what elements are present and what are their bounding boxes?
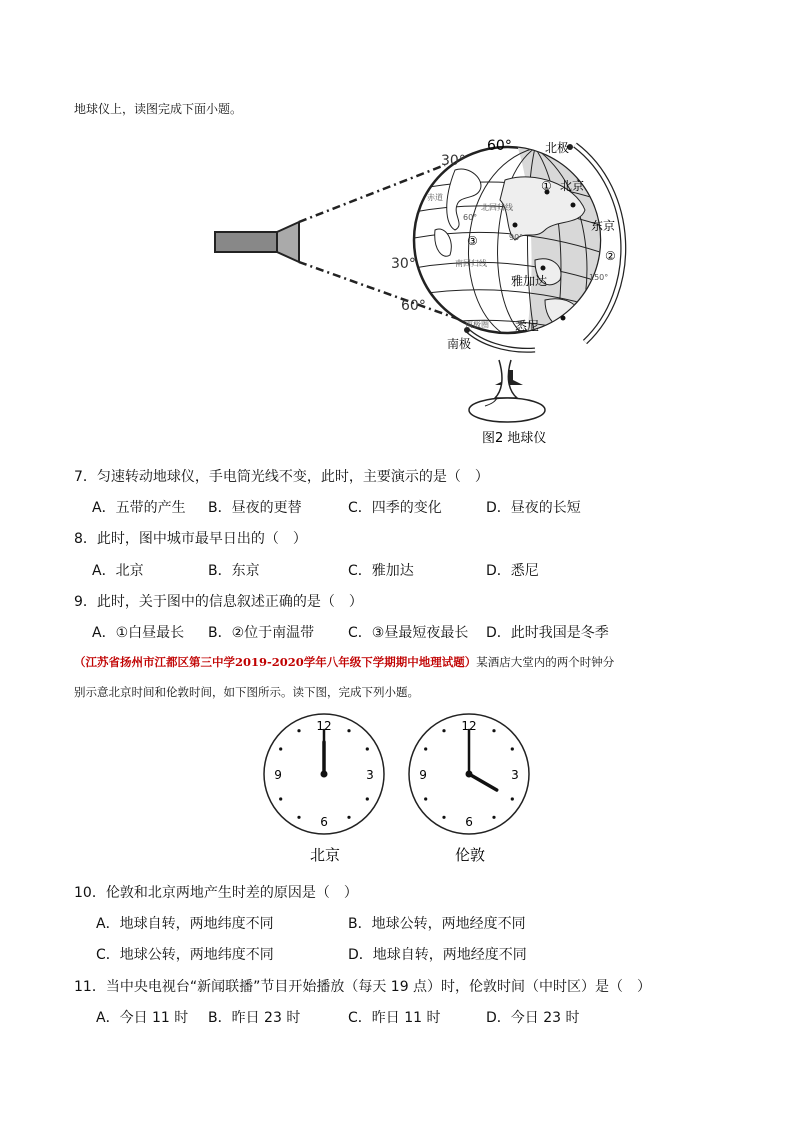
q9-num: 9． [74, 594, 97, 610]
antarctic-label: 南极圈 [465, 320, 489, 329]
source-text-2: 别示意北京时间和伦敦时间，如下图所示。读下图，完成下列小题。 [74, 685, 419, 699]
clock-beijing [264, 714, 384, 834]
q9-option-a: A．①白昼最长 [92, 625, 185, 641]
clock-tick-dot [492, 816, 495, 819]
q10-option-d: D．地球自转，两地经度不同 [348, 947, 527, 963]
clock-tick-dot [297, 729, 300, 732]
q11-num: 11． [74, 979, 106, 995]
intro-text: 地球仪上，读图完成下面小题。 [74, 102, 243, 116]
tropic-s-label: 南回归线 [455, 259, 487, 268]
lon-90-label: 90° [509, 233, 524, 242]
question-10 [74, 882, 358, 902]
clock-london [409, 714, 529, 834]
q11-option-c: C．昨日 11 时 [348, 1010, 441, 1026]
question-9 [74, 591, 363, 611]
q8-text: 此时，图中城市最早日出的（ ） [96, 531, 307, 547]
equator-label: 赤道 [427, 193, 443, 202]
clock-number-3: 3 [511, 768, 519, 782]
q7-option-c: C．四季的变化 [348, 500, 442, 516]
question-11 [74, 976, 651, 996]
mark-1-label: ① [541, 179, 552, 193]
tropic-n-label: 北回归线 [481, 203, 513, 212]
clock-number-6: 6 [320, 815, 328, 829]
q7-option-b: B．昼夜的更替 [208, 500, 302, 516]
clock-number-9: 9 [274, 768, 282, 782]
clock-tick-dot [279, 747, 282, 750]
q10-option-a: A．地球自转，两地纬度不同 [96, 916, 274, 932]
q7-text: 匀速转动地球仪，手电筒光线不变，此时，主要演示的是（ ） [96, 469, 489, 485]
clock-number-12: 12 [316, 719, 332, 733]
flashlight-head [277, 222, 299, 262]
flashlight-body [215, 232, 277, 252]
clock-tick-dot [297, 816, 300, 819]
q8-option-b: B．东京 [208, 563, 260, 579]
q10-option-b: B．地球公转，两地经度不同 [348, 916, 526, 932]
figure-caption: 图2 地球仪 [482, 431, 547, 446]
clock-center [321, 771, 328, 778]
clock-number-12: 12 [461, 719, 477, 733]
q10-text: 伦敦和北京两地产生时差的原因是（ ） [105, 885, 358, 901]
tokyo-label: 东京 [591, 219, 616, 233]
clock-center [466, 771, 473, 778]
clock-tick-dot [366, 747, 369, 750]
source-line [74, 654, 614, 670]
q10-option-c: C．地球公转，两地纬度不同 [96, 947, 274, 963]
clock-tick-dot [511, 747, 514, 750]
q9-option-d: D．此时我国是冬季 [486, 625, 609, 641]
lat-30n-label: 30° [441, 153, 466, 169]
q8-option-c: C．雅加达 [348, 563, 414, 579]
q9-text: 此时，关于图中的信息叙述正确的是（ ） [96, 594, 363, 610]
q7-option-a: A．五带的产生 [92, 500, 186, 516]
lat-60-label: 60° [487, 138, 512, 154]
q8-num: 8． [74, 531, 97, 547]
clock-tick-dot [424, 797, 427, 800]
q7-num: 7． [74, 469, 97, 485]
clocks-figure [258, 712, 548, 872]
clock-tick-dot [366, 797, 369, 800]
clock-number-9: 9 [419, 768, 427, 782]
clock-tick-dot [492, 729, 495, 732]
clock-tick-dot [347, 816, 350, 819]
south-pole-label: 南极 [447, 337, 472, 351]
lon-150-label: 150° [589, 273, 609, 282]
source-bracket: （江苏省扬州市江都区第三中学2019-2020学年八年级下学期期中地理试题） [74, 655, 477, 669]
globe-figure [205, 130, 645, 450]
clock-tick-dot [279, 797, 282, 800]
clock-tick-dot [347, 729, 350, 732]
q7-option-d: D．昼夜的长短 [486, 500, 581, 516]
q11-option-b: B．昨日 23 时 [208, 1010, 301, 1026]
question-7 [74, 466, 489, 486]
sydney-label: 悉尼 [515, 319, 540, 333]
q11-text: 当中央电视台“新闻联播”节目开始播放（每天 19 点）时，伦敦时间（中时区）是（ ） [105, 979, 652, 995]
mark-2-label: ② [605, 249, 616, 263]
clock-number-3: 3 [366, 768, 374, 782]
q9-option-c: C．③昼最短夜最长 [348, 625, 469, 641]
clock-tick-dot [424, 747, 427, 750]
q8-option-a: A．北京 [92, 563, 144, 579]
lon-60-label: 60° [463, 213, 478, 222]
clock-tick-dot [442, 816, 445, 819]
mark-3-label: ③ [467, 234, 478, 248]
clock-number-6: 6 [465, 815, 473, 829]
jakarta-label: 雅加达 [511, 274, 548, 288]
clock-tick-dot [511, 797, 514, 800]
beijing-label: 北京 [560, 179, 585, 193]
q9-option-b: B．②位于南温带 [208, 625, 315, 641]
north-pole-label: 北极 [545, 141, 570, 155]
clock-tick-dot [442, 729, 445, 732]
q8-option-d: D．悉尼 [486, 563, 539, 579]
clock-beijing-label: 北京 [310, 846, 341, 864]
lat-30s-label: 30° [391, 256, 416, 272]
lat-60s-label: 60° [401, 298, 426, 314]
q10-num: 10． [74, 885, 106, 901]
clock-london-label: 伦敦 [455, 846, 486, 864]
q11-option-a: A．今日 11 时 [96, 1010, 189, 1026]
question-8 [74, 528, 307, 548]
q11-option-d: D．今日 23 时 [486, 1010, 580, 1026]
source-text-1: 某酒店大堂内的两个时钟分 [476, 655, 615, 669]
